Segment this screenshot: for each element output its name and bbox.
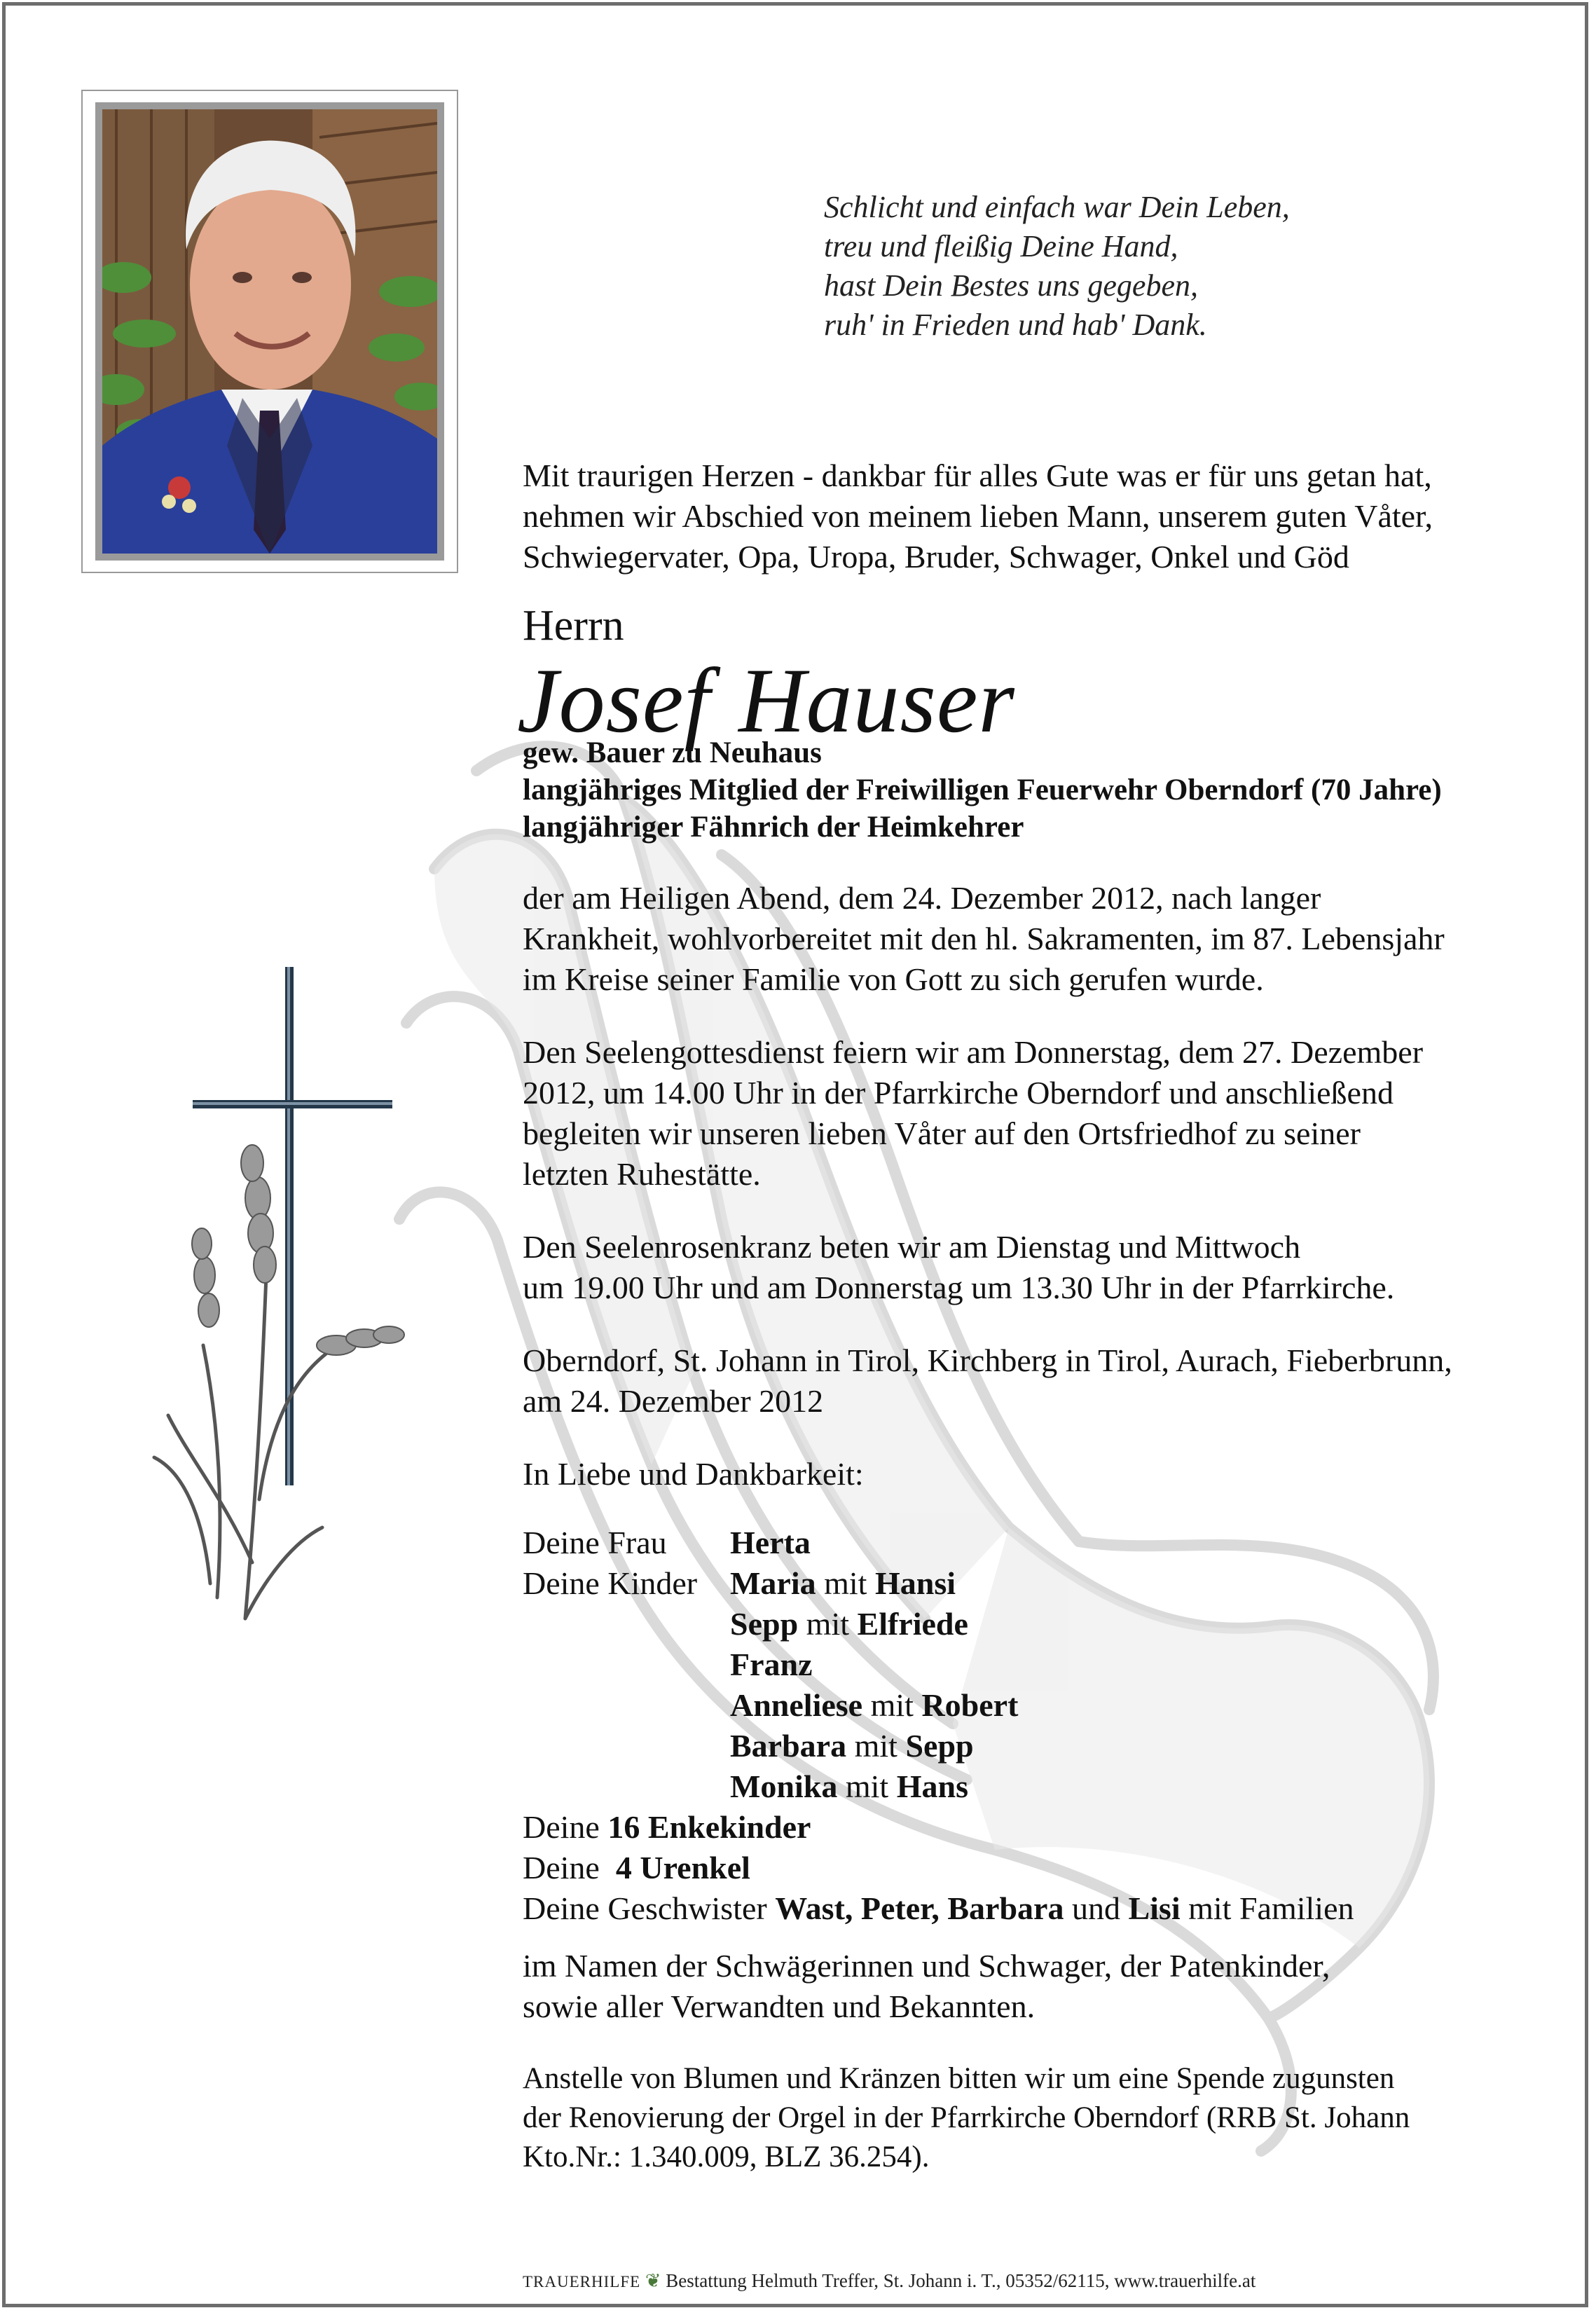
family-row-child: Sepp mit Elfriede [730, 1606, 968, 1642]
cross-with-wheat-icon [140, 967, 420, 1633]
family-row-siblings: Deine Geschwister Wast, Peter, Barbara und Lisi mit Familien [523, 1890, 1354, 1926]
poem-line: ruh' in Frieden und hab' Dank. [824, 308, 1207, 342]
obituary-body [517, 455, 1574, 2177]
leaf-icon: ❦ [645, 2270, 661, 2291]
footer-brand: TRAUERHILFE [523, 2273, 641, 2290]
family-row-child: Anneliese mit Robert [730, 1687, 1019, 1723]
love-line: In Liebe und Dankbarkeit: [523, 1456, 864, 1492]
family-row-child: Barbara mit Sepp [730, 1728, 974, 1764]
poem-line: treu und fleißig Deine Hand, [824, 229, 1178, 263]
poem-line: Schlicht und einfach war Dein Leben, [824, 190, 1290, 224]
place-date: Oberndorf, St. Johann in Tirol, Kirchberg in Tirol, Aurach, Fieberbrunn, am 24. Dezember 2012 [523, 1342, 1452, 1419]
funeral-info: Den Seelengottesdienst feiern wir am Donnerstag, dem 27. Dezember 2012, um 14.00 Uhr in der Pfarrkirche Oberndorf und anschließend begleiten wir unseren lieben Våter auf den Ortsfriedhof zu seiner letzten Ruhestätte. [523, 1034, 1424, 1192]
family-row-child: Franz [730, 1647, 813, 1682]
family-list [523, 1523, 1574, 1929]
relatives-line: im Namen der Schwägerinnen und Schwager, der Patenkinder, sowie aller Verwandten und Bekannten. [523, 1948, 1330, 2024]
poem [824, 188, 1290, 345]
salutation: Herrn [523, 602, 624, 650]
family-row-great-grandchildren: Deine 4 Urenkel [523, 1850, 750, 1885]
family-row-child: Monika mit Hans [730, 1768, 968, 1804]
intro-paragraph: Mit traurigen Herzen - dankbar für alles Gute was er für uns getan hat, nehmen wir Abschied von meinem lieben Mann, unserem guten Våter, Schwiegervater, Opa, Uropa, Bruder, Schwager, Onkel und Göd [523, 458, 1433, 575]
footer [523, 2270, 1256, 2292]
rosary-info: Den Seelenrosenkranz beten wir am Dienstag und Mittwoch um 19.00 Uhr und am Donnerstag um 13.30 Uhr in der Pfarrkirche. [523, 1229, 1395, 1305]
deceased-titles: gew. Bauer zu Neuhaus langjähriges Mitglied der Freiwilligen Feuerwehr Oberndorf (70 Jahre) langjähriger Fähnrich der Heimkehrer [523, 736, 1442, 844]
donation-request: Anstelle von Blumen und Kränzen bitten wir um eine Spende zugunsten der Renovierung der Orgel in der Pfarrkirche Oberndorf (RRB St. Johann Kto.Nr.: 1.340.009, BLZ 36.254). [523, 2062, 1410, 2173]
family-row-wife: Deine Frau Herta [523, 1525, 811, 1560]
family-row-child: Deine Kinder Maria mit Hansi [523, 1565, 956, 1601]
portrait-frame [81, 90, 458, 573]
family-row-grandchildren: Deine 16 Enkekinder [523, 1809, 811, 1845]
footer-text: Bestattung Helmuth Treffer, St. Johann i. T., 05352/62115, www.trauerhilfe.at [666, 2270, 1256, 2291]
death-notice: der am Heiligen Abend, dem 24. Dezember 2012, nach langer Krankheit, wohlvorbereitet mit den hl. Sakramenten, im 87. Lebensjahr im Kreise seiner Familie von Gott zu sich gerufen wurde. [523, 880, 1445, 997]
portrait-photo [102, 109, 437, 554]
deceased-name: Josef Hauser [517, 649, 1015, 752]
poem-line: hast Dein Bestes uns gegeben, [824, 268, 1198, 303]
